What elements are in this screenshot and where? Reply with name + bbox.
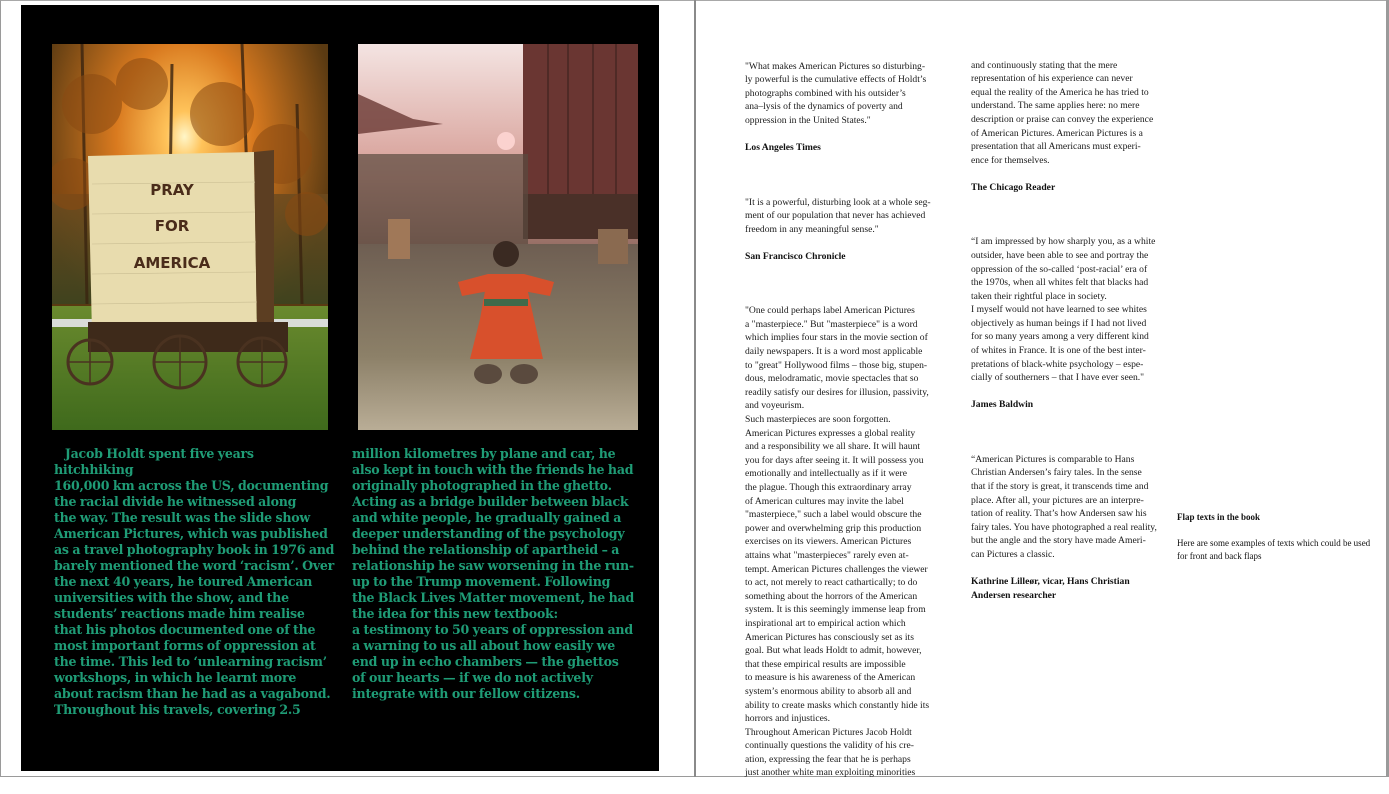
- quotes-column-a: [745, 46, 960, 794]
- intro-text-column-1: Jacob Holdt spent five years hitchhiking 160,000 km across the US, documenting the racial divide he witnessed along the way. The result was the slide show American Pictures, which was published as a travel photography book in 1976 and barely mentioned the word ‘racism’. Over the next 40 years, he toured American universities with the show, and the students’ reactions made him realise that his photos documented one of the most important forms of oppression at the time. This led to ‘unlearning racism’ workshops, in which he learnt more about racism than he had as a vagabond. Throughout his travels, covering 2.5: [54, 446, 335, 717]
- quote-masterpiece: "One could perhaps label American Pictures a "masterpiece." But "masterpiece" is a word which implies four stars in the movie section of daily newspapers. It is a word most applicable to "great" Hollywood films – those big, stupen- dous, melodramatic, movie spectacles that so readily satisfy our desires for illusion, passivity, and voyeurism. Such masterpieces are soon forgotten. American Pictures expresses a global reality and a responsibility we all share. It will haunt you for days after seeing it. It will possess you emotionally and intellectually as if it were the plague. Though this extraordinary array of American cultures may invite the label "masterpiece," such a label would obscure the power and overwhelming grip this production exercises on its viewers. American Pictures attains what "masterpieces" rarely even at- tempt. American Pictures challenges the viewer to act, not merely to react cathartically; to do something about the horrors of the American system. It is this seemingly immense leap from inspirational art to empirical action which American Pictures has consciously set as its goal. But what leads Holdt to admit, however, that these empirical results are impossible to measure is his awareness of the American system’s enormous ability to absorb all and ability to create masks which constantly hide its horrors and injustices. Throughout American Pictures Jacob Holdt continually questions the validity of his cre- ation, expressing the fear that he is perhaps just another white man exploiting minorities: [745, 305, 930, 779]
- quote-source: Kathrine Lilleør, vicar, Hans Christian Andersen researcher: [971, 576, 1130, 601]
- sign-text-line-2: FOR: [154, 217, 190, 235]
- quote-source: San Francisco Chronicle: [745, 250, 846, 262]
- spine-divider: [694, 0, 696, 777]
- quote-source: The Chicago Reader: [971, 181, 1056, 193]
- quote-chicago-reader: and continuously stating that the mere representation of his experience can never equal the reality of the America he has tried to understand. The same applies here: no mere description or praise can convey the experience of American Pictures. American Pictures is a presentation that all Americans must experi- ence for themselves.: [971, 59, 1154, 166]
- quote-san-francisco-chronicle: "It is a powerful, disturbing look at a whole seg- ment of our population that never has achieved freedom in any meaningful sense.": [745, 196, 931, 235]
- photo-kneeling-girl: [358, 44, 638, 430]
- note-title: Flap texts in the book: [1177, 512, 1261, 522]
- quote-los-angeles-times: "What makes American Pictures so disturbing- ly powerful is the cumulative effects of Holdt’s photographs combined with his outsider’s ana–lysis of the dynamics of poverty and oppression in the United States.": [745, 60, 927, 126]
- flap-texts-note: [1177, 511, 1377, 563]
- intro-text-column-2: million kilometres by plane and car, he also kept in touch with the friends he had originally photographed in the ghetto. Acting as a bridge builder between black and white people, he gradually gained a deeper understanding of the psychology behind the relationship of apartheid – a relationship he saw worsening in the run- up to the Trump movement. Following the Black Lives Matter movement, he had the idea for this new textbook: a testimony to 50 years of oppression and a warning to us all about how easily we end up in echo chambers — the ghettos of our hearts — if we do not actively integrate with our fellow citizens.: [352, 446, 635, 701]
- quote-james-baldwin: “I am impressed by how sharply you, as a white outsider, have been able to see and portray the oppression of the so-called ‘post-racial’ era of the 1970s, when all whites felt that blacks had taken their rightful place in society. I myself would not have learned to see whites objectively as human beings if I had not lived for so many years among a very different kind of whites in France. It is one of the best inter- pretations of black-white psychology – espe- cially of southerners – that I have ever seen.": [971, 236, 1156, 384]
- sign-text-line-3: AMERICA: [133, 254, 211, 272]
- photo-pray-for-america: [52, 44, 328, 430]
- note-body: Here are some examples of texts which could be used for front and back flaps: [1177, 538, 1371, 561]
- quote-source: James Baldwin: [971, 399, 1034, 411]
- quote-kathrine-lilleor: “American Pictures is comparable to Hans Christian Andersen’s fairy tales. In the sense that if the story is great, it transcends time and place. After all, your pictures are an interpre- tation of reality. That’s how Andersen saw his fairy tales. You have photographed a real reality, but the angle and the story have made Ameri- can Pictures a classic.: [971, 453, 1157, 560]
- quotes-column-b: [971, 45, 1186, 616]
- quote-source: Los Angeles Times: [745, 142, 821, 154]
- sign-text-line-1: PRAY: [150, 181, 194, 199]
